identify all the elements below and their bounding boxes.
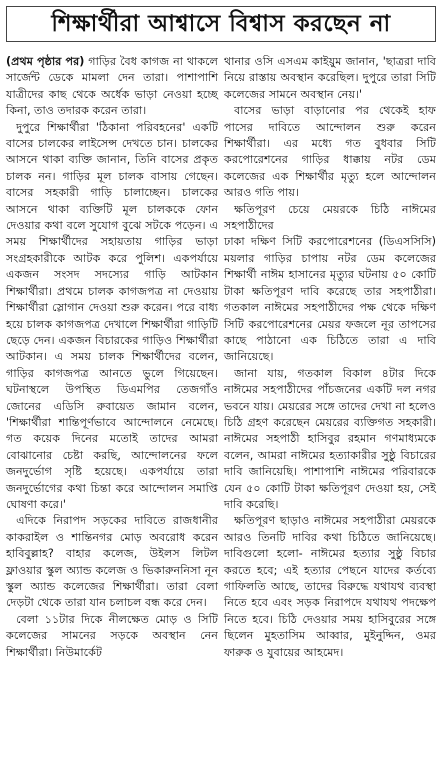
- paragraph: এদিকে নিরাপদ সড়কের দাবিতে রাজধানীর কাকরাইল ও শান্তিনগর মোড় অবরোধ করেন হাবিবুল্লাহ? বাহার কলেজ, উইলস লিটল ফ্লাওয়ার স্কুল অ্যান্ড কলেজ ও ভিকারুননিসা নূন স্কুল অ্যান্ড কলেজের শিক্ষার্থীরা। তারা বেলা দেড়টা থেকে তারা যান চলাচল বন্ধ করে দেন।: [6, 514, 218, 610]
- right-column: [224, 54, 436, 661]
- paragraph-text: গাড়ির বৈধ কাগজ না থাকলে সার্জেন্ট ডেকে মামলা দেন তারা। পাশাপাশি যাত্রীদের কাছ থেকে অর্ধেক ভাড়া নেওয়া হচ্ছে কিনা, তাও তদারক করেন তারা।: [6, 55, 218, 118]
- paragraph: ঢাকা দক্ষিণ সিটি করপোরেশনের (ডিএসসিসি) ময়লার গাড়ির চাপায় নটর ডেম কলেজের শিক্ষার্থী নাঈম হাসানের মৃত্যুর ঘটনায় ৫০ কোটি টাকা ক্ষতিপূরণ দাবি করেছে তার সহপাঠীরা। গতকাল নাঈমের সহপাঠীদের পক্ষ থেকে দক্ষিণ সিটি করপোরেশনের মেয়র ফজলে নূর তাপসের কাছে পাঠানো এক চিঠিতে তারা এ দাবি জানিয়েছে।: [224, 235, 436, 364]
- paragraph: ক্ষতিপূরণ ছাড়াও নাঈমের সহপাঠীরা মেয়রকে আরও তিনটি দাবির কথা চিঠিতে জানিয়েছে। দাবিগুলো হলো- নাঈমের হত্যার সুষ্ঠু বিচার করতে হবে; এই হত্যার পেছনে যাদের কর্তব্যে গাফিলতি আছে, তাদের বিরুদ্ধে যথাযথ ব্যবস্থা নিতে হবে এবং সড়ক নিরাপদে যথাযথ পদক্ষেপ নিতে হবে। চিঠি দেওয়ার সময় হাসিবুরের সঙ্গে ছিলেন মুহতাসিম আব্বার, মুইনুদ্দিন, ওমর ফারুক ও যুবায়ের আহমেদ।: [224, 514, 436, 659]
- paragraph: জানা যায়, গতকাল বিকাল ৪টার দিকে নাঈমের সহপাঠীদের পাঁচজনের একটি দল নগর ভবনে যায়। মেয়রের সঙ্গে তাদের দেখা না হলেও চিঠি গ্রহণ করেছেন মেয়রের ব্যক্তিগত সহকারী। নাঈমের সহপাঠী হাসিবুর রহমান গণমাধ্যমকে বলেন, আমরা নাঈমের হত্যাকারীর সুষ্ঠু বিচারের দাবি জানিয়েছি। পাশাপাশি নাঈমের পরিবারকে যেন ৫০ কোটি টাকা ক্ষতিপূরণ দেওয়া হয়, সেই দাবি করেছি।: [224, 366, 436, 511]
- headline: শিক্ষার্থীরা আশ্বাসে বিশ্বাস করছেন না: [6, 6, 436, 42]
- paragraph: [6, 54, 218, 120]
- article-body: [6, 54, 436, 661]
- paragraph: থানার ওসি এসএম কাইয়ুম জানান, 'ছাত্ররা দাবি নিয়ে রাস্তায় অবস্থান করেছিল। দুপুরে তারা সিটি কলেজের সামনে অবস্থান নেয়।': [224, 55, 436, 101]
- continuation-lead: (প্রথম পৃষ্ঠার পর): [6, 55, 85, 68]
- paragraph: বাসের ভাড়া বাড়ানোর পর থেকেই হাফ পাসের দাবিতে আন্দোলন শুরু করেন শিক্ষার্থীরা। এর মধ্যে গত বুধবার সিটি করপোরেশনের গাড়ির ধাক্কায় নটর ডেম কলেজের এক শিক্ষার্থীর মৃত্যু হলে আন্দোলন আরও গতি পায়।: [224, 104, 436, 200]
- subheading: ক্ষতিপূরণ চেয়ে মেয়রকে চিঠি নাঈমের সহপাঠীদের: [224, 202, 436, 233]
- paragraph: দুপুরে শিক্ষার্থীরা 'ঠিকানা পরিবহনের' একটি বাসের চালকের লাইসেন্স দেখতে চান। চালকের আসনে থাকা ব্যক্তি জানান, তিনি বাসের প্রকৃত চালক নন। গাড়ির মূল চালক বাসায় গেছেন। বাসের সহকারী গাড়ি চালাচ্ছেন। চালকের আসনে থাকা ব্যক্তিটি মূল চালককে ফোন দেওয়ার কথা বলে সুযোগ বুঝে সটকে পড়েন। এ সময় শিক্ষার্থীদের সহায়তায় গাড়ির ভাড়া সংগ্রহকারীকে আটক করে পুলিশ। একপর্যায়ে একজন সংসদ সদস্যের গাড়ি আটকান শিক্ষার্থীরা। প্রথমে চালক কাগজপত্র না দেওয়ায় শিক্ষার্থীরা স্লোগান দেওয়া শুরু করেন। পরে বাধ্য হয়ে চালক কাগজপত্র দেখালে শিক্ষার্থীরা গাড়িটি ছেড়ে দেন। একজন বিচারকের গাড়িও শিক্ষার্থীরা আটকান। এ সময় চালক শিক্ষার্থীদের বলেন, গাড়ির কাগজপত্র আনতে ভুলে গিয়েছেন। ঘটনাস্থলে উপস্থিত ডিএমপির তেজগাঁও জোনের এডিসি রুবায়েত জামান বলেন, 'শিক্ষার্থীরা শান্তিপূর্ণভাবে আন্দোলনে নেমেছে। গত কয়েক দিনের মতোই তাদের আমরা বোঝানোর চেষ্টা করছি, আন্দোলনের ফলে জনদুর্ভোগ সৃষ্টি হয়েছে। একপর্যায়ে তারা জনদুর্ভোগের কথা চিন্তা করে আন্দোলন সমাপ্তি ঘোষণা করে।': [6, 120, 218, 511]
- left-column: [6, 54, 218, 661]
- paragraph: বেলা ১১টার দিকে নীলক্ষেত মোড় ও সিটি কলেজের সামনের সড়কে অবস্থান নেন শিক্ষার্থীরা। নিউমার্কেট: [6, 612, 218, 659]
